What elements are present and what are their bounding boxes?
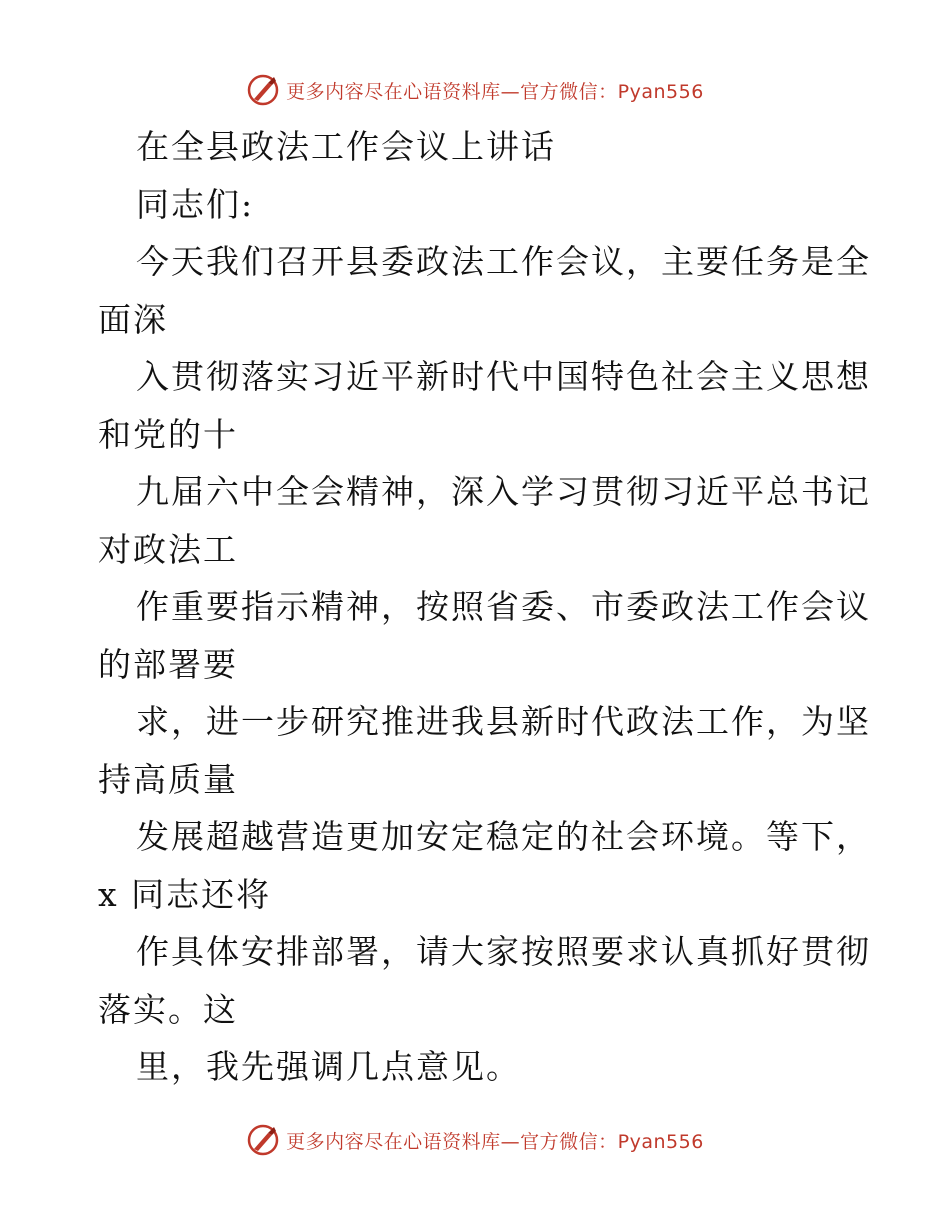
paragraph-line: 面深 [98,299,168,339]
header-watermark-text: 更多内容尽在心语资料库—官方微信：Pyan556 [286,80,704,103]
quill-seal-icon [246,1123,280,1157]
footer-watermark-text: 更多内容尽在心语资料库—官方微信：Pyan556 [286,1130,704,1153]
paragraph-line: 里，我先强调几点意见。 [136,1047,521,1086]
paragraph-line: 和党的十 [98,414,238,454]
document-body [98,118,871,1096]
paragraph-line: 作重要指示精神，按照省委、市委政法工作会议 [136,587,871,626]
paragraph-line: 作具体安排部署，请大家按照要求认真抓好贯彻 [136,932,871,971]
paragraph-line: 的部署要 [98,644,238,684]
paragraph-line: 持高质量 [98,759,238,799]
paragraph-line: 求，进一步研究推进我县新时代政法工作，为坚 [136,702,871,741]
quill-seal-icon [246,73,280,107]
paragraph-line: 对政法工 [98,529,238,569]
salutation: 同志们: [136,184,255,224]
document-title: 在全县政法工作会议上讲话 [136,127,556,166]
footer-watermark-banner [0,1120,950,1160]
paragraph-line: 入贯彻落实习近平新时代中国特色社会主义思想 [136,357,871,396]
paragraph-line: x 同志还将 [98,874,272,914]
header-watermark-banner [0,70,950,110]
paragraph-line: 九届六中全会精神，深入学习贯彻习近平总书记 [136,472,871,511]
paragraph-line: 今天我们召开县委政法工作会议，主要任务是全 [136,242,871,281]
paragraph-line: 落实。这 [98,989,238,1029]
paragraph-line: 发展超越营造更加安定稳定的社会环境。等下， [136,817,871,856]
